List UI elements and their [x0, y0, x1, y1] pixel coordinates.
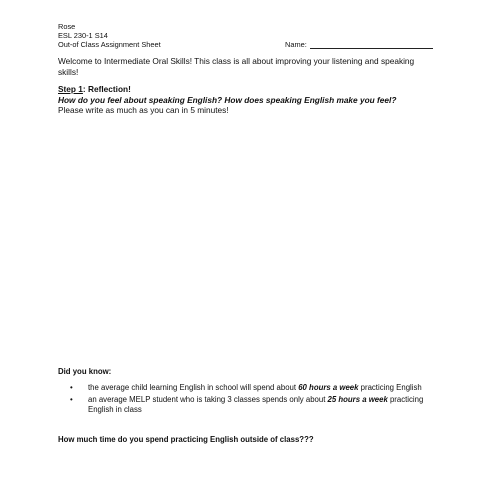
- name-field: [285, 40, 433, 49]
- bullet-emphasis: 25 hours a week: [327, 394, 388, 404]
- step1-label: Step 1: [58, 84, 83, 94]
- final-question: How much time do you spend practicing English outside of class???: [58, 435, 314, 444]
- step1-heading: [58, 84, 131, 95]
- step1-title: : Reflection!: [82, 84, 131, 94]
- bullet-text: an average MELP student who is taking 3 classes spends only about: [88, 394, 328, 404]
- bullet-icon: •: [70, 383, 73, 392]
- name-blank-line: [310, 41, 433, 49]
- course-code: ESL 230-1 S14: [58, 31, 108, 40]
- list-item: [58, 395, 438, 416]
- bullet-text: practicing English: [358, 383, 422, 392]
- did-you-know-list: [58, 383, 438, 417]
- author-name: Rose: [58, 22, 76, 31]
- bullet-icon: •: [70, 394, 73, 404]
- list-item: [58, 383, 438, 394]
- bullet-text: the average child learning English in school will spend about: [88, 383, 299, 392]
- welcome-text: Welcome to Intermediate Oral Skills! This class is all about improving your listening and speaking skills!: [58, 56, 415, 77]
- sheet-title: Out-of Class Assignment Sheet: [58, 40, 161, 49]
- name-label: Name:: [285, 40, 307, 49]
- bullet-text: practicing English in class: [88, 394, 424, 414]
- did-you-know-heading: Did you know:: [58, 367, 112, 376]
- step1-question: How do you feel about speaking English? How does speaking English make you feel?: [58, 95, 397, 105]
- bullet-emphasis: 60 hours a week: [298, 383, 359, 392]
- step1-instruction: Please write as much as you can in 5 minutes!: [58, 105, 229, 115]
